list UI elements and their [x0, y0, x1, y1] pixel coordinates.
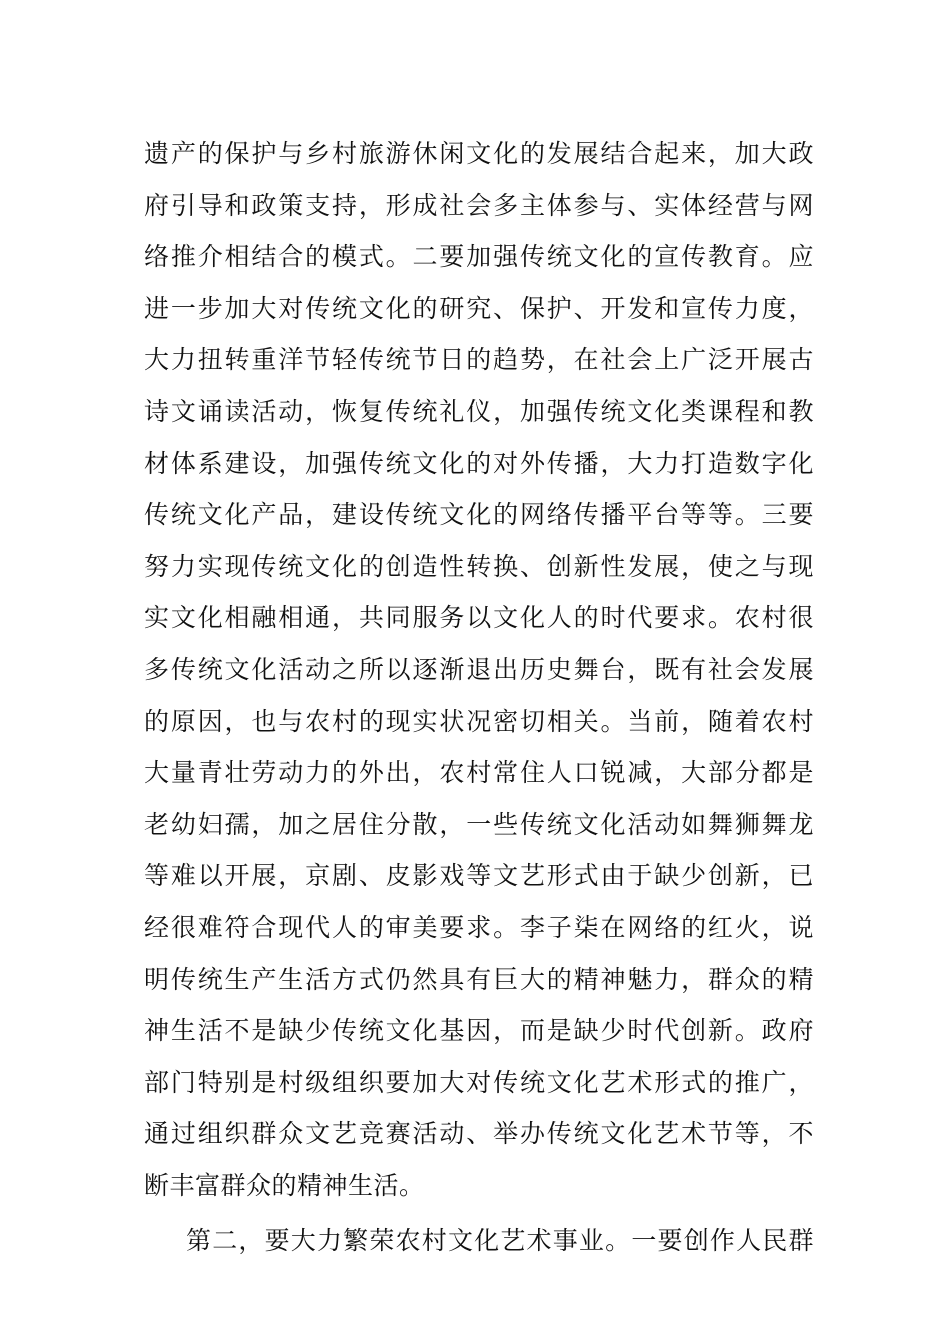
text-line: 络推介相结合的模式。二要加强传统文化的宣传教育。应: [144, 242, 814, 272]
text-line: 遗产的保护与乡村旅游休闲文化的发展结合起来，加大政: [144, 139, 814, 168]
text-line: 实文化相融相通，共同服务以文化人的时代要求。农村很: [144, 603, 814, 633]
text-line: 诗文诵读活动，恢复传统礼仪，加强传统文化类课程和教: [144, 396, 814, 426]
text-line: 大力扭转重洋节轻传统节日的趋势，在社会上广泛开展古: [144, 345, 814, 375]
text-line: 部门特别是村级组织要加大对传统文化艺术形式的推广，: [144, 1067, 814, 1097]
text-line: 多传统文化活动之所以逐渐退出历史舞台，既有社会发展: [144, 654, 814, 684]
text-line: 第二，要大力繁荣农村文化艺术事业。一要创作人民群: [186, 1226, 814, 1256]
text-line: 断丰富群众的精神生活。: [144, 1170, 425, 1200]
paragraph-2: [144, 1215, 814, 1267]
paragraph-1: [144, 128, 814, 1211]
text-line: 明传统生产生活方式仍然具有巨大的精神魅力，群众的精: [144, 964, 814, 994]
body-text: [144, 128, 814, 1267]
text-line: 材体系建设，加强传统文化的对外传播，大力打造数字化: [144, 448, 814, 478]
text-line: 大量青壮劳动力的外出，农村常住人口锐减，大部分都是: [144, 758, 814, 788]
text-line: 传统文化产品，建设传统文化的网络传播平台等等。三要: [144, 500, 814, 530]
text-line: 努力实现传统文化的创造性转换、创新性发展，使之与现: [144, 551, 814, 581]
text-line: 府引导和政策支持，形成社会多主体参与、实体经营与网: [144, 190, 814, 220]
text-line: 通过组织群众文艺竞赛活动、举办传统文化艺术节等，不: [144, 1119, 814, 1149]
text-line: 的原因，也与农村的现实状况密切相关。当前，随着农村: [144, 706, 814, 736]
text-line: 神生活不是缺少传统文化基因，而是缺少时代创新。政府: [144, 1016, 814, 1046]
text-line: 经很难符合现代人的审美要求。李子柒在网络的红火，说: [144, 912, 814, 942]
text-line: 老幼妇孺，加之居住分散，一些传统文化活动如舞狮舞龙: [144, 809, 814, 839]
text-line: 进一步加大对传统文化的研究、保护、开发和宣传力度，: [144, 293, 814, 323]
text-line: 等难以开展，京剧、皮影戏等文艺形式由于缺少创新，已: [144, 861, 814, 891]
